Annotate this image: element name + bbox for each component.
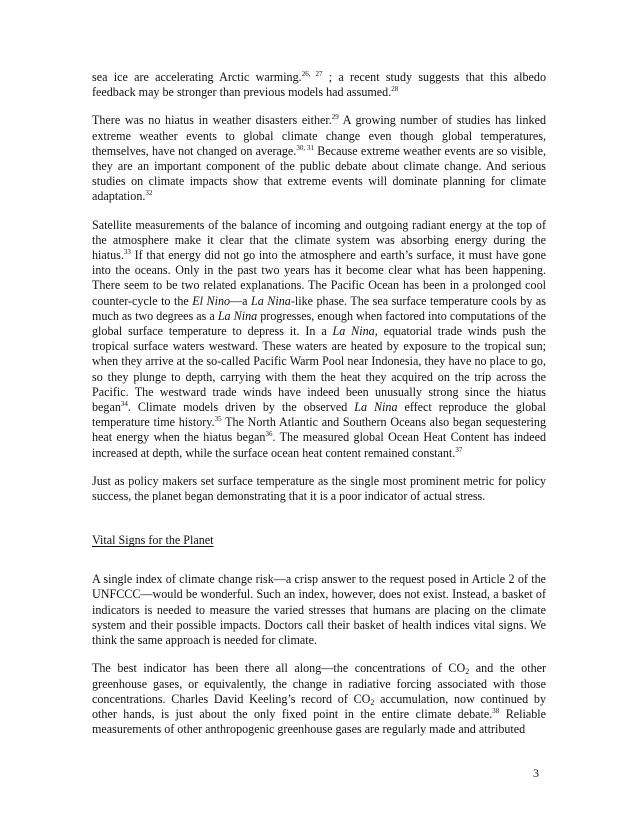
paragraph-satellite-measurements (92, 218, 546, 461)
text-run: sea ice are accelerating Arctic warming. (92, 70, 302, 84)
italic-term: La Nina (354, 400, 398, 415)
italic-term: El Nino (192, 293, 231, 308)
footnote-ref: 26, 27 (301, 70, 323, 78)
footnote-ref: 36 (265, 430, 273, 439)
text-run: -like phase. The sea surface temperature cools by as much as two degrees as a (92, 293, 546, 323)
section-heading: Vital Signs for the Planet (92, 533, 214, 548)
text-run: . The measured global Ocean Heat Content has indeed increased at depth, while the surface ocean heat content remained constant. (92, 430, 546, 460)
text-run: progresses, enough when factored into computations of the global surface temperature to depress it. In a (92, 308, 546, 339)
paragraph-best-indicator (92, 661, 546, 737)
italic-term: La Nina (332, 324, 375, 339)
footnote-ref: 37 (455, 445, 463, 454)
text-run: A single index of climate change risk—a crisp answer to the request posed in Article 2 of the UNFCCC—would be wonderful. Such an index, however, does not exist. Instead, a basket of indicators is needed to measure the varied stresses that humans are placing on the climate system and their possible impacts. Doctors call their basket of health indices vital signs. We think the same approach is needed for climate. (92, 572, 546, 648)
text-run: The best indicator has been there all along—the concentrations of CO (92, 661, 466, 676)
footnote-ref: 29 (331, 113, 339, 122)
text-run: effect reproduce the global temperature time history. (92, 400, 546, 430)
footnote-ref: 38 (492, 706, 500, 715)
page-body (92, 70, 546, 750)
italic-term: La Nina (251, 293, 291, 308)
footnote-ref: 30, 31 (296, 143, 315, 152)
text-run: Reliable measurements of other anthropogenic greenhouse gases are regularly made and attributed (92, 706, 546, 737)
subscript: 2 (465, 667, 470, 677)
text-run: A growing number of studies has linked extreme weather events to global climate change even though global temperatures, themselves, have not changed on average. (92, 113, 546, 158)
footnote-ref: 28 (391, 85, 399, 94)
text-run: If that energy did not go into the atmosphere and earth’s surface, it must have gone into the oceans. Only in the past two years has it become clear what has been happening. There seem to be two related explanations. The Pacific Ocean has been in a prolonged cool counter-cycle to the (92, 248, 546, 308)
text-run: , equatorial trade winds push the tropical surface waters westward. These waters are heated by exposure to the tropical sun; when they arrive at the so-called Pacific Warm Pool near Indonesia, they have no place to go, so they plunge to depth, carrying with them the heat they acquired on the trip across the Pacific. The westward trade winds have indeed been unusually strong since the hiatus began (92, 324, 547, 415)
subscript: 2 (370, 697, 375, 707)
footnote-ref: 32 (145, 189, 153, 198)
paragraph-policy-makers (92, 474, 546, 504)
footnote-ref: 34 (120, 400, 128, 409)
text-run: and the other greenhouse gases, or equivalently, the change in radiative forcing associated with those concentrations. Charles David Keeling’s record of CO (92, 661, 547, 706)
paragraph-single-index (92, 572, 546, 648)
text-run: —a (230, 293, 252, 308)
text-run: ; a recent study suggests that this albedo feedback may be stronger than previous models had assumed. (92, 70, 547, 100)
text-run: . Climate models driven by the observed (127, 400, 355, 415)
text-run: There was no hiatus in weather disasters either. (92, 113, 332, 128)
page-number: 3 (533, 766, 539, 780)
text-run: The North Atlantic and Southern Oceans also began sequestering heat energy when the hiatus began (92, 415, 547, 445)
paragraph-albedo (92, 70, 546, 100)
footnote-ref: 35 (214, 415, 222, 424)
footnote-ref: 33 (123, 248, 131, 257)
italic-term: La Nina (217, 308, 258, 323)
text-run: Satellite measurements of the balance of incoming and outgoing radiant energy at the top of the atmosphere make it clear that the climate system was absorbing energy during the hiatus. (92, 217, 546, 263)
text-run: Just as policy makers set surface temperature as the single most prominent metric for policy success, the planet began demonstrating that it is a poor indicator of actual stress. (92, 473, 546, 504)
text-run: accumulation, now continued by other hands, is just about the only fixed point in the entire climate debate. (92, 691, 546, 721)
text-run: Because extreme weather events are so visible, they are an important component of the public debate about climate change. And serious studies on climate impacts show that extreme events will dominate planning for climate adaptation. (92, 143, 546, 204)
paragraph-weather-disasters (92, 113, 546, 204)
